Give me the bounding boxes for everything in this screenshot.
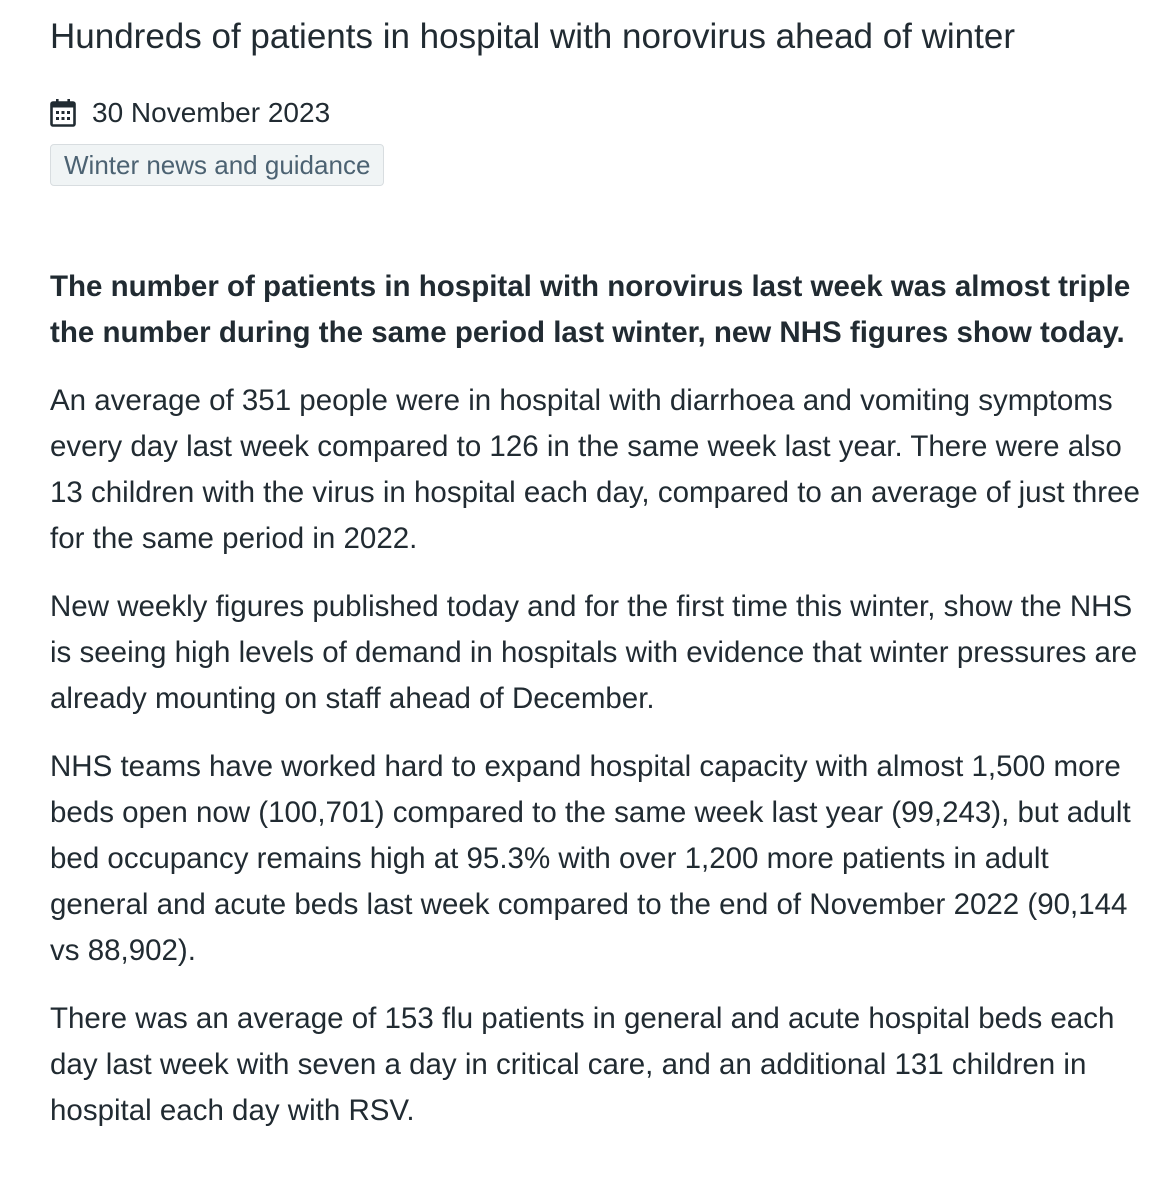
calendar-icon <box>50 98 76 128</box>
date-text: 30 November 2023 <box>92 97 331 128</box>
page-title: Hundreds of patients in hospital with norovirus ahead of winter <box>50 17 1015 56</box>
publish-date <box>50 95 1140 131</box>
topic-tag[interactable]: Winter news and guidance <box>50 144 384 186</box>
article-lede: The number of patients in hospital with norovirus last week was almost triple the number during the same period last winter, new NHS figures show today. <box>50 270 1131 349</box>
article-paragraph-2: New weekly figures published today and for the first time this winter, show the NHS is seeing high levels of demand in hospitals with evidence that winter pressures are already mounting on staff ahead of December. <box>50 590 1138 715</box>
article-paragraph-1: An average of 351 people were in hospital with diarrhoea and vomiting symptoms every day last week compared to 126 in the same week last year. There were also 13 children with the virus in hospital each day, compared to an average of just three for the same period in 2022. <box>50 384 1140 555</box>
article-paragraph-3: NHS teams have worked hard to expand hospital capacity with almost 1,500 more beds open now (100,701) compared to the same week last year (99,243), but adult bed occupancy remains high at 95.3% with over 1,200 more patients in adult general and acute beds last week compared to the end of November 2022 (90,144 vs 88,902). <box>50 750 1131 967</box>
news-article <box>50 0 1140 1134</box>
article-paragraph-4: There was an average of 153 flu patients in general and acute hospital beds each day last week with seven a day in critical care, and an additional 131 children in hospital each day with RSV. <box>50 1002 1115 1127</box>
